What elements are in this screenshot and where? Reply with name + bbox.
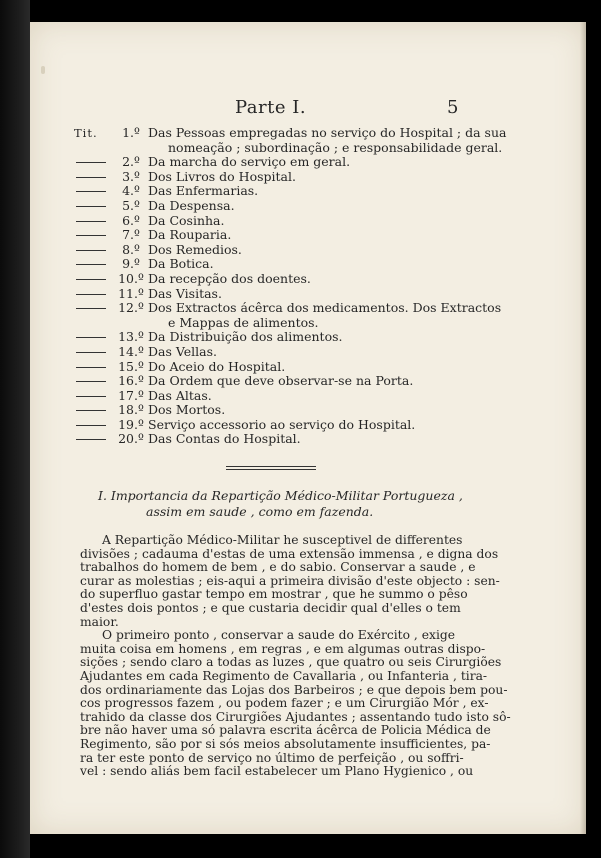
toc-title: Dos Extractos ácêrca dos medicamentos. Dos Extractos [148, 300, 502, 316]
toc-row [30, 389, 586, 404]
toc-title: Das Visitas. [148, 285, 222, 301]
toc-row [30, 214, 586, 229]
ditto-dash [76, 381, 106, 382]
ditto-dash [76, 250, 106, 251]
toc-title: Da Botica. [148, 256, 214, 272]
toc-title: Dos Mortos. [148, 402, 226, 418]
text-line: O primeiro ponto , conservar a saude do Exército , exige [102, 628, 456, 643]
ditto-dash [76, 235, 106, 236]
toc-row [30, 199, 586, 214]
toc-number: 9.º [122, 256, 140, 272]
toc-number: 3.º [122, 168, 140, 184]
ditto-dash [76, 367, 106, 368]
ditto-dash [76, 294, 106, 295]
running-title: Parte I. [235, 97, 307, 118]
page-number: 5 [447, 97, 459, 118]
toc-title: Dos Livros do Hospital. [148, 168, 296, 184]
toc-row [30, 243, 586, 258]
toc-number: 4.º [122, 183, 140, 199]
toc-number: 16.º [118, 373, 144, 389]
ditto-dash [76, 337, 106, 338]
ditto-dash [76, 410, 106, 411]
text-line: d'estes dois pontos ; e que custaria decidir qual d'elles o tem [80, 600, 461, 615]
toc-title: Das Enfermarias. [148, 183, 259, 199]
toc-title: Das Contas do Hospital. [148, 431, 301, 447]
section-heading-line-2: assim em saude , como em fazenda. [146, 504, 374, 519]
ditto-dash [76, 206, 106, 207]
toc-title: Do Aceio do Hospital. [148, 358, 286, 374]
toc-title: Da recepção dos doentes. [148, 270, 311, 286]
paper-stain [41, 66, 45, 74]
text-line: Regimento, são por si sós meios absolutamente insufficientes, pa- [80, 736, 491, 751]
toc-title: Da Ordem que deve observar-se na Porta. [148, 373, 414, 389]
text-line: divisões ; cadauma d'estas de uma extensão immensa , e digna dos [80, 546, 499, 561]
ditto-dash [76, 439, 106, 440]
text-line: maior. [80, 614, 119, 629]
text-line: A Repartição Médico-Militar he susceptivel de differentes [102, 533, 463, 547]
text-line: trabalhos do homem de bem , e do sabio. Conservar a saude , e [80, 560, 476, 575]
toc-title: nomeação ; subordinação ; e responsabilidade geral. [168, 139, 503, 155]
text-line: do superfluo gastar tempo em mostrar , que he summo o pêso [80, 587, 468, 602]
table-of-contents [30, 126, 586, 447]
toc-number: 18.º [118, 402, 144, 418]
text-line: vel : sendo aliás bem facil estabelecer um Plano Hygienico , ou [80, 764, 474, 779]
text-line: sições ; sendo claro a todas as luzes , que quatro ou seis Cirurgiões [80, 655, 502, 670]
toc-row [30, 374, 586, 389]
toc-row [30, 432, 586, 447]
toc-row [30, 345, 586, 360]
book-gutter [0, 0, 30, 858]
toc-title: Das Pessoas empregadas no serviço do Hospital ; da sua [148, 125, 507, 140]
toc-number: 15.º [118, 358, 144, 374]
text-line: curar as molestias ; eis-aqui a primeira divisão d'este objecto : sen- [80, 573, 500, 588]
toc-number: 17.º [118, 387, 144, 403]
ditto-dash [76, 191, 106, 192]
text-line: trahido da classe dos Cirurgiões Ajudantes ; assentando tudo isto sô- [80, 709, 511, 724]
section-divider [226, 466, 316, 470]
toc-row [30, 403, 586, 418]
ditto-dash [76, 279, 106, 280]
toc-title: Da Rouparia. [148, 227, 232, 243]
text-line: muita coisa em homens , em regras , e em algumas outras dispo- [80, 641, 486, 656]
toc-number: 1.º [122, 125, 140, 140]
toc-row [30, 360, 586, 375]
toc-number: 7.º [122, 227, 140, 243]
toc-number: 6.º [122, 212, 140, 228]
toc-title: Da Distribuição dos alimentos. [148, 329, 343, 345]
text-line: Ajudantes em cada Regimento de Cavallaria , ou Infanteria , tira- [80, 668, 488, 683]
toc-title: Da marcha do serviço em geral. [148, 154, 351, 170]
toc-row [30, 126, 586, 141]
toc-row [30, 170, 586, 185]
toc-row [30, 141, 586, 156]
toc-number: 14.º [118, 343, 144, 359]
toc-row [30, 272, 586, 287]
ditto-dash [76, 264, 106, 265]
toc-label: Tit. [74, 126, 98, 140]
ditto-dash [76, 396, 106, 397]
toc-number: 12.º [118, 300, 144, 316]
text-line: ra ter este ponto de serviço no último de perfeição , ou soffri- [80, 750, 464, 765]
text-line: bre não haver uma só palavra escrita ácêrca de Policia Médica de [80, 723, 491, 738]
ditto-dash [76, 162, 106, 163]
ditto-dash [76, 308, 106, 309]
ditto-dash [76, 221, 106, 222]
toc-row [30, 316, 586, 331]
toc-number: 11.º [118, 285, 144, 301]
toc-title: Das Altas. [148, 387, 212, 403]
toc-row [30, 301, 586, 316]
toc-title: Dos Remedios. [148, 241, 242, 257]
body-paragraphs [80, 533, 511, 779]
toc-title: e Mappas de alimentos. [168, 314, 319, 330]
ditto-dash [76, 177, 106, 178]
toc-row [30, 257, 586, 272]
toc-row [30, 184, 586, 199]
toc-number: 8.º [122, 241, 140, 257]
toc-number: 20.º [118, 431, 144, 447]
toc-number: 19.º [118, 416, 144, 432]
ditto-dash [76, 425, 106, 426]
toc-row [30, 287, 586, 302]
text-line: dos ordinariamente das Lojas dos Barbeiros ; e que depois bem pou- [80, 682, 508, 697]
ditto-dash [76, 352, 106, 353]
toc-number: 5.º [122, 197, 140, 213]
toc-row [30, 418, 586, 433]
toc-number: 13.º [118, 329, 144, 345]
book-page [30, 22, 586, 834]
toc-title: Da Cosinha. [148, 212, 225, 228]
toc-title: Das Vellas. [148, 343, 217, 359]
toc-row [30, 155, 586, 170]
section-heading-line-1: I. Importancia da Repartição Médico-Militar Portugueza , [98, 488, 463, 503]
toc-title: Da Despensa. [148, 197, 235, 213]
toc-title: Serviço accessorio ao serviço do Hospital. [148, 416, 416, 432]
toc-number: 2.º [122, 154, 140, 170]
page-edge-shadow [580, 22, 586, 834]
toc-number: 10.º [118, 270, 144, 286]
toc-row [30, 228, 586, 243]
text-line: cos progressos fazem , ou podem fazer ; e um Cirurgião Mór , ex- [80, 696, 489, 711]
toc-row [30, 330, 586, 345]
